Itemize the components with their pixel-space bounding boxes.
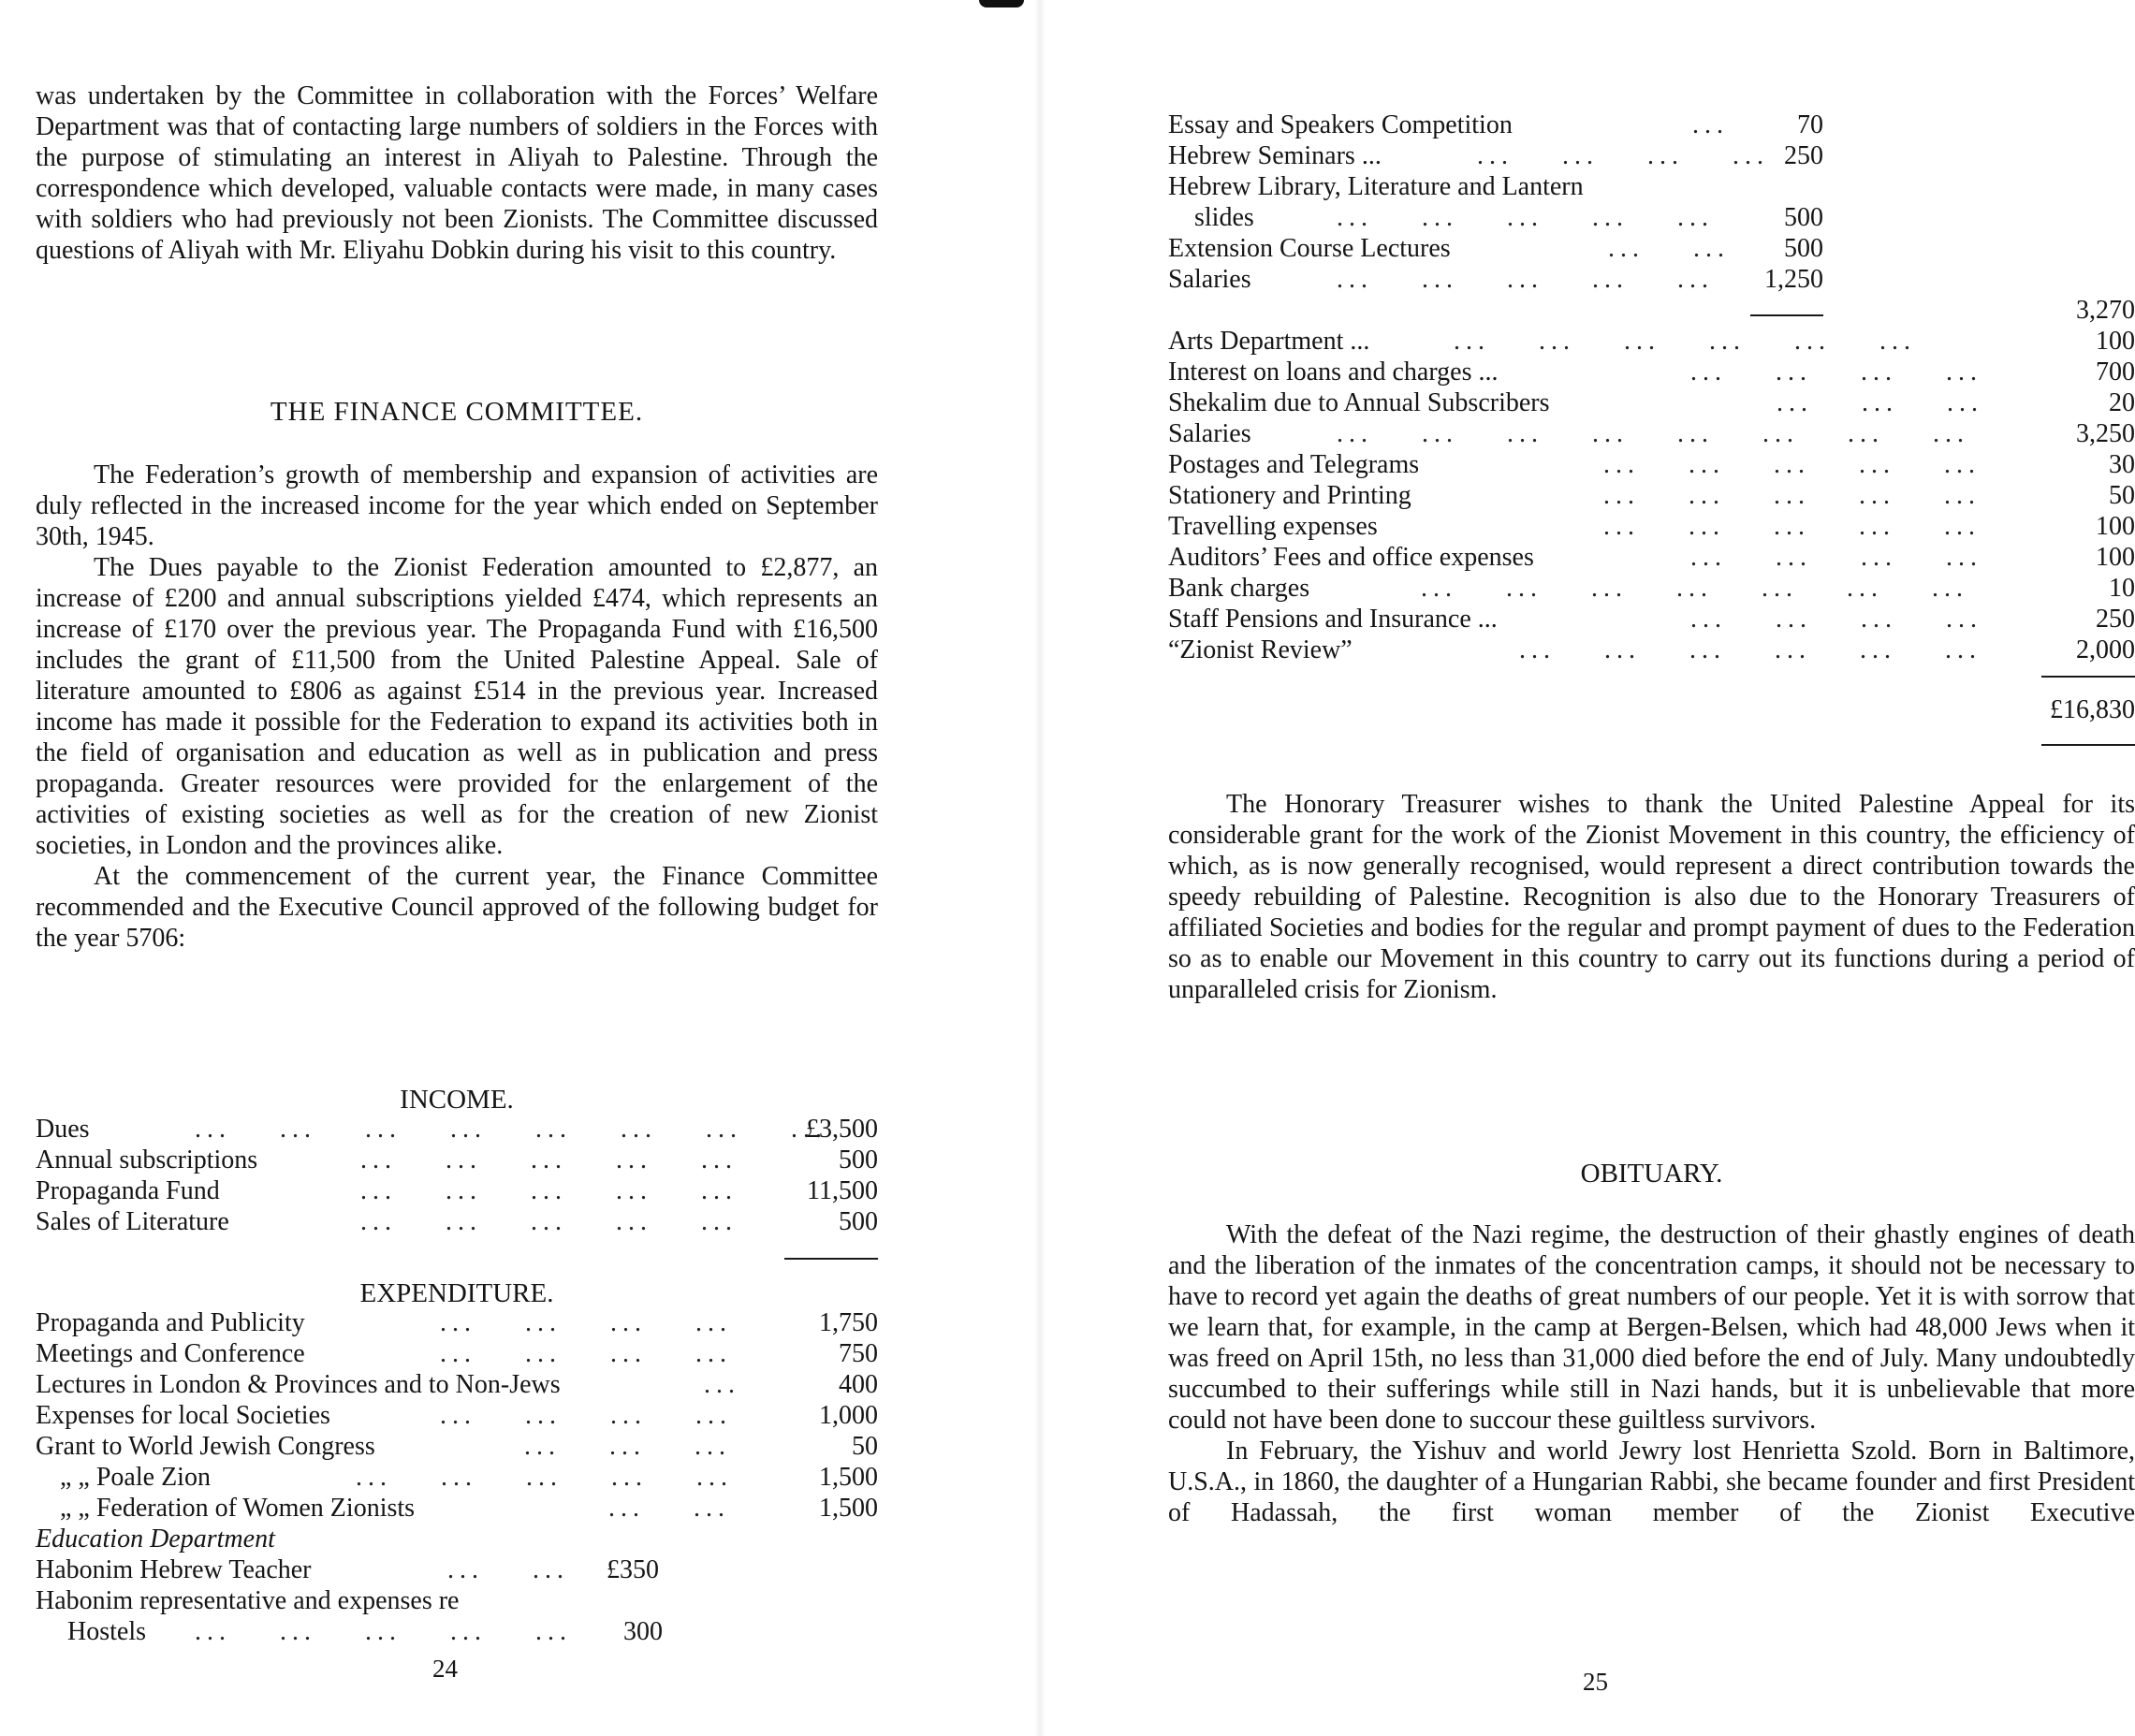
education-row [36, 1554, 878, 1585]
leader-dots: ... ... ... ... [440, 1401, 732, 1430]
leader-dots: ... ... ... ... ... ... ... ... [195, 1115, 827, 1144]
leader-dots: ... ... ... ... [1477, 141, 1769, 170]
row-amount: 500 [839, 1207, 878, 1236]
leader-dots: ... ... ... ... ... ... ... [1421, 574, 1968, 603]
row-label: Shekalim due to Annual Subscribers [1168, 388, 1550, 417]
row-label: Dues [36, 1115, 90, 1144]
obituary-paragraph-2: In February, the Yishuv and world Jewry lost Henrietta Szold. Born in Baltimore, U.S.A., in 1860, the daughter of a Hungarian Rabbi, she became founder and first President of Hadassah, the first woman member of the Zionist Executive [1168, 1437, 2135, 1527]
leader-dots: ... ... ... ... [1690, 357, 1982, 387]
row-label: Sales of Literature [36, 1207, 229, 1236]
row-amount: 3,250 [2076, 419, 2135, 448]
row-label: Hebrew Seminars ... [1168, 141, 1382, 170]
row-label: Habonim representative and expenses re [36, 1586, 460, 1615]
row-label: Expenses for local Societies [36, 1401, 330, 1430]
row-label: Bank charges [1168, 574, 1310, 603]
row-label: Travelling expenses [1168, 512, 1378, 541]
expenditure-row [1168, 542, 2135, 573]
row-label: Salaries [1168, 265, 1251, 294]
education-row [36, 1585, 878, 1616]
row-label: Essay and Speakers Competition [1168, 110, 1513, 139]
education-subtotal-row [1168, 295, 2135, 326]
row-amount: 2,000 [2076, 635, 2135, 664]
row-amount: 1,500 [819, 1463, 878, 1492]
leader-dots: ... ... ... ... ... [356, 1463, 733, 1492]
page-number: 25 [1583, 1668, 1608, 1696]
finance-committee-heading: THE FINANCE COMMITTEE. [270, 397, 644, 427]
row-label: Postages and Telegrams [1168, 450, 1420, 479]
row-amount: 100 [2096, 327, 2135, 356]
row-amount: 700 [2096, 357, 2135, 387]
row-amount: 500 [1784, 234, 1823, 263]
other-expenditure-table [1168, 295, 2135, 665]
row-amount: 1,750 [819, 1308, 878, 1337]
row-label: Propaganda and Publicity [36, 1308, 305, 1337]
leader-dots: ... ... [447, 1555, 569, 1584]
total-lower-rule [2041, 744, 2135, 746]
education-row [1168, 140, 1823, 171]
finance-paragraph-2: The Dues payable to the Zionist Federation amounted to £2,877, an increase of £200 and annual subscriptions yielded £474, which represents an increase of £170 over the previous year. The Propaganda Fund with £16,500 includes the grant of £11,500 from the United Palestine Appeal. Sale of literature amounted to £806 as against £514 in the previous year. Increased income has made it possible for the Federation to expand its activities both in the field of organisation and education as well as in publication and press propaganda. Greater resources were provided for the enlargement of the activities of existing societies as well as for the creation of new Zionist societies, in London and the provinces alike. [36, 553, 878, 860]
page-number: 24 [432, 1655, 458, 1683]
row-label: Grant to World Jewish Congress [36, 1432, 375, 1461]
row-amount: 100 [2096, 543, 2135, 572]
row-label: Staff Pensions and Insurance ... [1168, 605, 1498, 634]
row-amount: 250 [2096, 605, 2135, 634]
obituary-paragraph-1: With the defeat of the Nazi regime, the destruction of their ghastly engines of death and the liberation of the inmates of the concentration camps, it should not be necessary to have to record yet again the deaths of great numbers of our people. Yet it is with sorrow that we learn that, for example, in the camp at Bergen-Belsen, which had 48,000 Jews when it was freed on April 15th, no less than 31,000 died before the end of July. Many undoubtedly succumbed to their sufferings while still in Nazi hands, but it is unbelievable that more could not have been done to succour these guiltless survivors. [1168, 1220, 2135, 1435]
expenditure-row [1168, 635, 2135, 665]
leader-dots: ... ... ... ... ... [360, 1145, 738, 1174]
leader-dots: ... ... ... ... ... [360, 1176, 738, 1205]
leader-dots: ... ... ... [524, 1432, 731, 1461]
right-page [1040, 0, 2135, 1736]
row-amount: £350 [607, 1555, 659, 1584]
education-subtotal: 3,270 [2076, 296, 2135, 325]
row-amount: 500 [839, 1145, 878, 1174]
education-row [1168, 264, 1823, 295]
row-label: Salaries [1168, 419, 1251, 448]
education-row [36, 1616, 878, 1647]
row-label: “Zionist Review” [1168, 635, 1353, 664]
row-amount: 500 [1784, 203, 1823, 232]
expenditure-row [1168, 449, 2135, 480]
row-amount: 50 [2109, 481, 2135, 510]
expenditure-row [36, 1338, 878, 1369]
row-amount: 1,500 [819, 1494, 878, 1523]
leader-dots: ... ... ... ... ... ... [1454, 327, 1916, 356]
leader-dots: ... ... [608, 1494, 730, 1523]
row-label: Habonim Hebrew Teacher [36, 1555, 312, 1584]
education-row [1168, 171, 1823, 202]
education-department-heading [36, 1524, 878, 1554]
leader-dots: ... ... ... ... ... [1603, 481, 1981, 510]
expenditure-row [36, 1431, 878, 1462]
row-label: slides [1194, 203, 1254, 232]
row-amount: 100 [2096, 512, 2135, 541]
expenditure-row [1168, 480, 2135, 511]
row-label: „ „ Poale Zion [60, 1463, 211, 1492]
expenditure-row [1168, 511, 2135, 542]
education-row [1168, 202, 1823, 233]
expenditure-row [1168, 387, 2135, 418]
expenditure-row [1168, 604, 2135, 635]
row-amount: 30 [2109, 450, 2135, 479]
income-table [36, 1114, 878, 1237]
grand-total-row [1948, 694, 2135, 725]
row-label: Auditors’ Fees and office expenses [1168, 543, 1534, 572]
income-row-dues [36, 1114, 878, 1145]
leader-dots: ... ... ... ... [1690, 543, 1982, 572]
treasurer-section [1168, 789, 2135, 1005]
leader-dots: ... ... [1608, 234, 1730, 263]
obituary-section [1168, 1219, 2135, 1528]
finance-paragraph-3: At the commencement of the current year, the Finance Committee recommended and the Executive Council approved of the following budget for the year 5706: [36, 862, 878, 953]
expenditure-heading: EXPENDITURE. [359, 1278, 554, 1308]
leader-dots: ... ... ... ... ... [1337, 265, 1714, 294]
aliyah-paragraph: was undertaken by the Committee in collaboration with the Forces’ Welfare Department was that of contacting large numbers of soldiers in the Forces with the purpose of stimulating an interest in Aliyah to Palestine. Through the correspondence which developed, valuable contacts were made, in many cases with soldiers who had previously not been Zionists. The Committee discussed questions of Aliyah with Mr. Eliyahu Dobkin during his visit to this country. [36, 81, 878, 265]
leader-dots: ... ... ... ... ... ... [1519, 635, 1981, 664]
expenditure-row [36, 1493, 878, 1524]
leader-dots: ... ... ... [1777, 388, 1983, 417]
row-label: Meetings and Conference [36, 1339, 305, 1368]
leader-dots: ... ... ... ... [440, 1339, 732, 1368]
row-label: Education Department [36, 1524, 275, 1554]
treasurer-paragraph: The Honorary Treasurer wishes to thank the United Palestine Appeal for its considerable grant for the work of the Zionist Movement in this country, the efficiency of which, as is now generally recognised, would represent a direct contribution towards the speedy rebuilding of Palestine. Recognition is also due to the Honorary Treasurers of affiliated Societies and bodies for the regular and prompt payment of dues to the Federation so as to enable our Movement in this country to carry out its functions during a period of unparalleled crisis for Zionism. [1168, 790, 2135, 1004]
finance-paragraph-1: The Federation’s growth of membership and expansion of activities are duly reflected in the increased income for the year which ended on September 30th, 1945. [36, 460, 878, 551]
row-amount: 750 [839, 1339, 878, 1368]
expenditure-row [36, 1369, 878, 1400]
education-row [1168, 233, 1823, 264]
obituary-heading: OBITUARY. [1580, 1159, 1723, 1189]
leader-dots: ... ... ... ... ... ... ... ... [1337, 419, 1969, 448]
leader-dots: ... ... ... ... [440, 1308, 732, 1337]
aliyah-section [36, 80, 878, 266]
leader-dots: ... [1692, 110, 1729, 139]
row-amount: 11,500 [807, 1176, 878, 1205]
expenditure-row [36, 1307, 878, 1338]
expenditure-table [36, 1307, 878, 1647]
row-amount: 300 [623, 1617, 663, 1646]
row-label: Lectures in London & Provinces and to Non-Jews [36, 1370, 561, 1399]
row-label: Extension Course Lectures [1168, 234, 1451, 263]
row-label: Interest on loans and charges ... [1168, 357, 1499, 387]
row-label: Annual subscriptions [36, 1145, 258, 1174]
row-label: „ „ Federation of Women Zionists [60, 1494, 416, 1523]
row-amount: 70 [1797, 110, 1823, 139]
income-row-propaganda-fund [36, 1175, 878, 1206]
income-row-literature [36, 1206, 878, 1237]
row-label: Propaganda Fund [36, 1176, 220, 1205]
row-amount: 1,000 [819, 1401, 878, 1430]
expenditure-row [1168, 418, 2135, 449]
row-amount: 50 [852, 1432, 878, 1461]
left-page [0, 0, 1040, 1736]
expenditure-row [1168, 326, 2135, 357]
leader-dots: ... ... ... ... [1690, 605, 1982, 634]
row-label: Hostels [67, 1617, 146, 1646]
leader-dots: ... ... ... ... ... [195, 1617, 572, 1646]
row-amount: 20 [2109, 388, 2135, 417]
total-upper-rule [2041, 676, 2135, 678]
leader-dots: ... ... ... ... ... [360, 1207, 738, 1236]
row-label: Hebrew Library, Literature and Lantern [1168, 172, 1584, 201]
row-amount: 400 [839, 1370, 878, 1399]
row-amount: 1,250 [1764, 265, 1823, 294]
income-total-rule [784, 1258, 878, 1260]
education-continued-table [1168, 109, 1823, 295]
income-row-subscriptions [36, 1145, 878, 1175]
income-heading: INCOME. [400, 1085, 514, 1115]
finance-section [36, 460, 878, 954]
row-label: Stationery and Printing [1168, 481, 1411, 510]
row-amount: £3,500 [806, 1115, 878, 1144]
expenditure-row [1168, 573, 2135, 604]
leader-dots: ... ... ... ... ... [1603, 450, 1981, 479]
expenditure-row [1168, 357, 2135, 387]
leader-dots: ... ... ... ... ... [1603, 512, 1981, 541]
grand-total: £16,830 [2050, 695, 2135, 724]
row-amount: 10 [2109, 574, 2135, 603]
row-label: Arts Department ... [1168, 327, 1370, 356]
expenditure-row [36, 1462, 878, 1493]
leader-dots: ... ... ... ... ... [1337, 203, 1714, 232]
leader-dots: ... [704, 1370, 740, 1399]
row-amount: 250 [1784, 141, 1823, 170]
expenditure-row [36, 1400, 878, 1431]
education-row [1168, 109, 1823, 140]
